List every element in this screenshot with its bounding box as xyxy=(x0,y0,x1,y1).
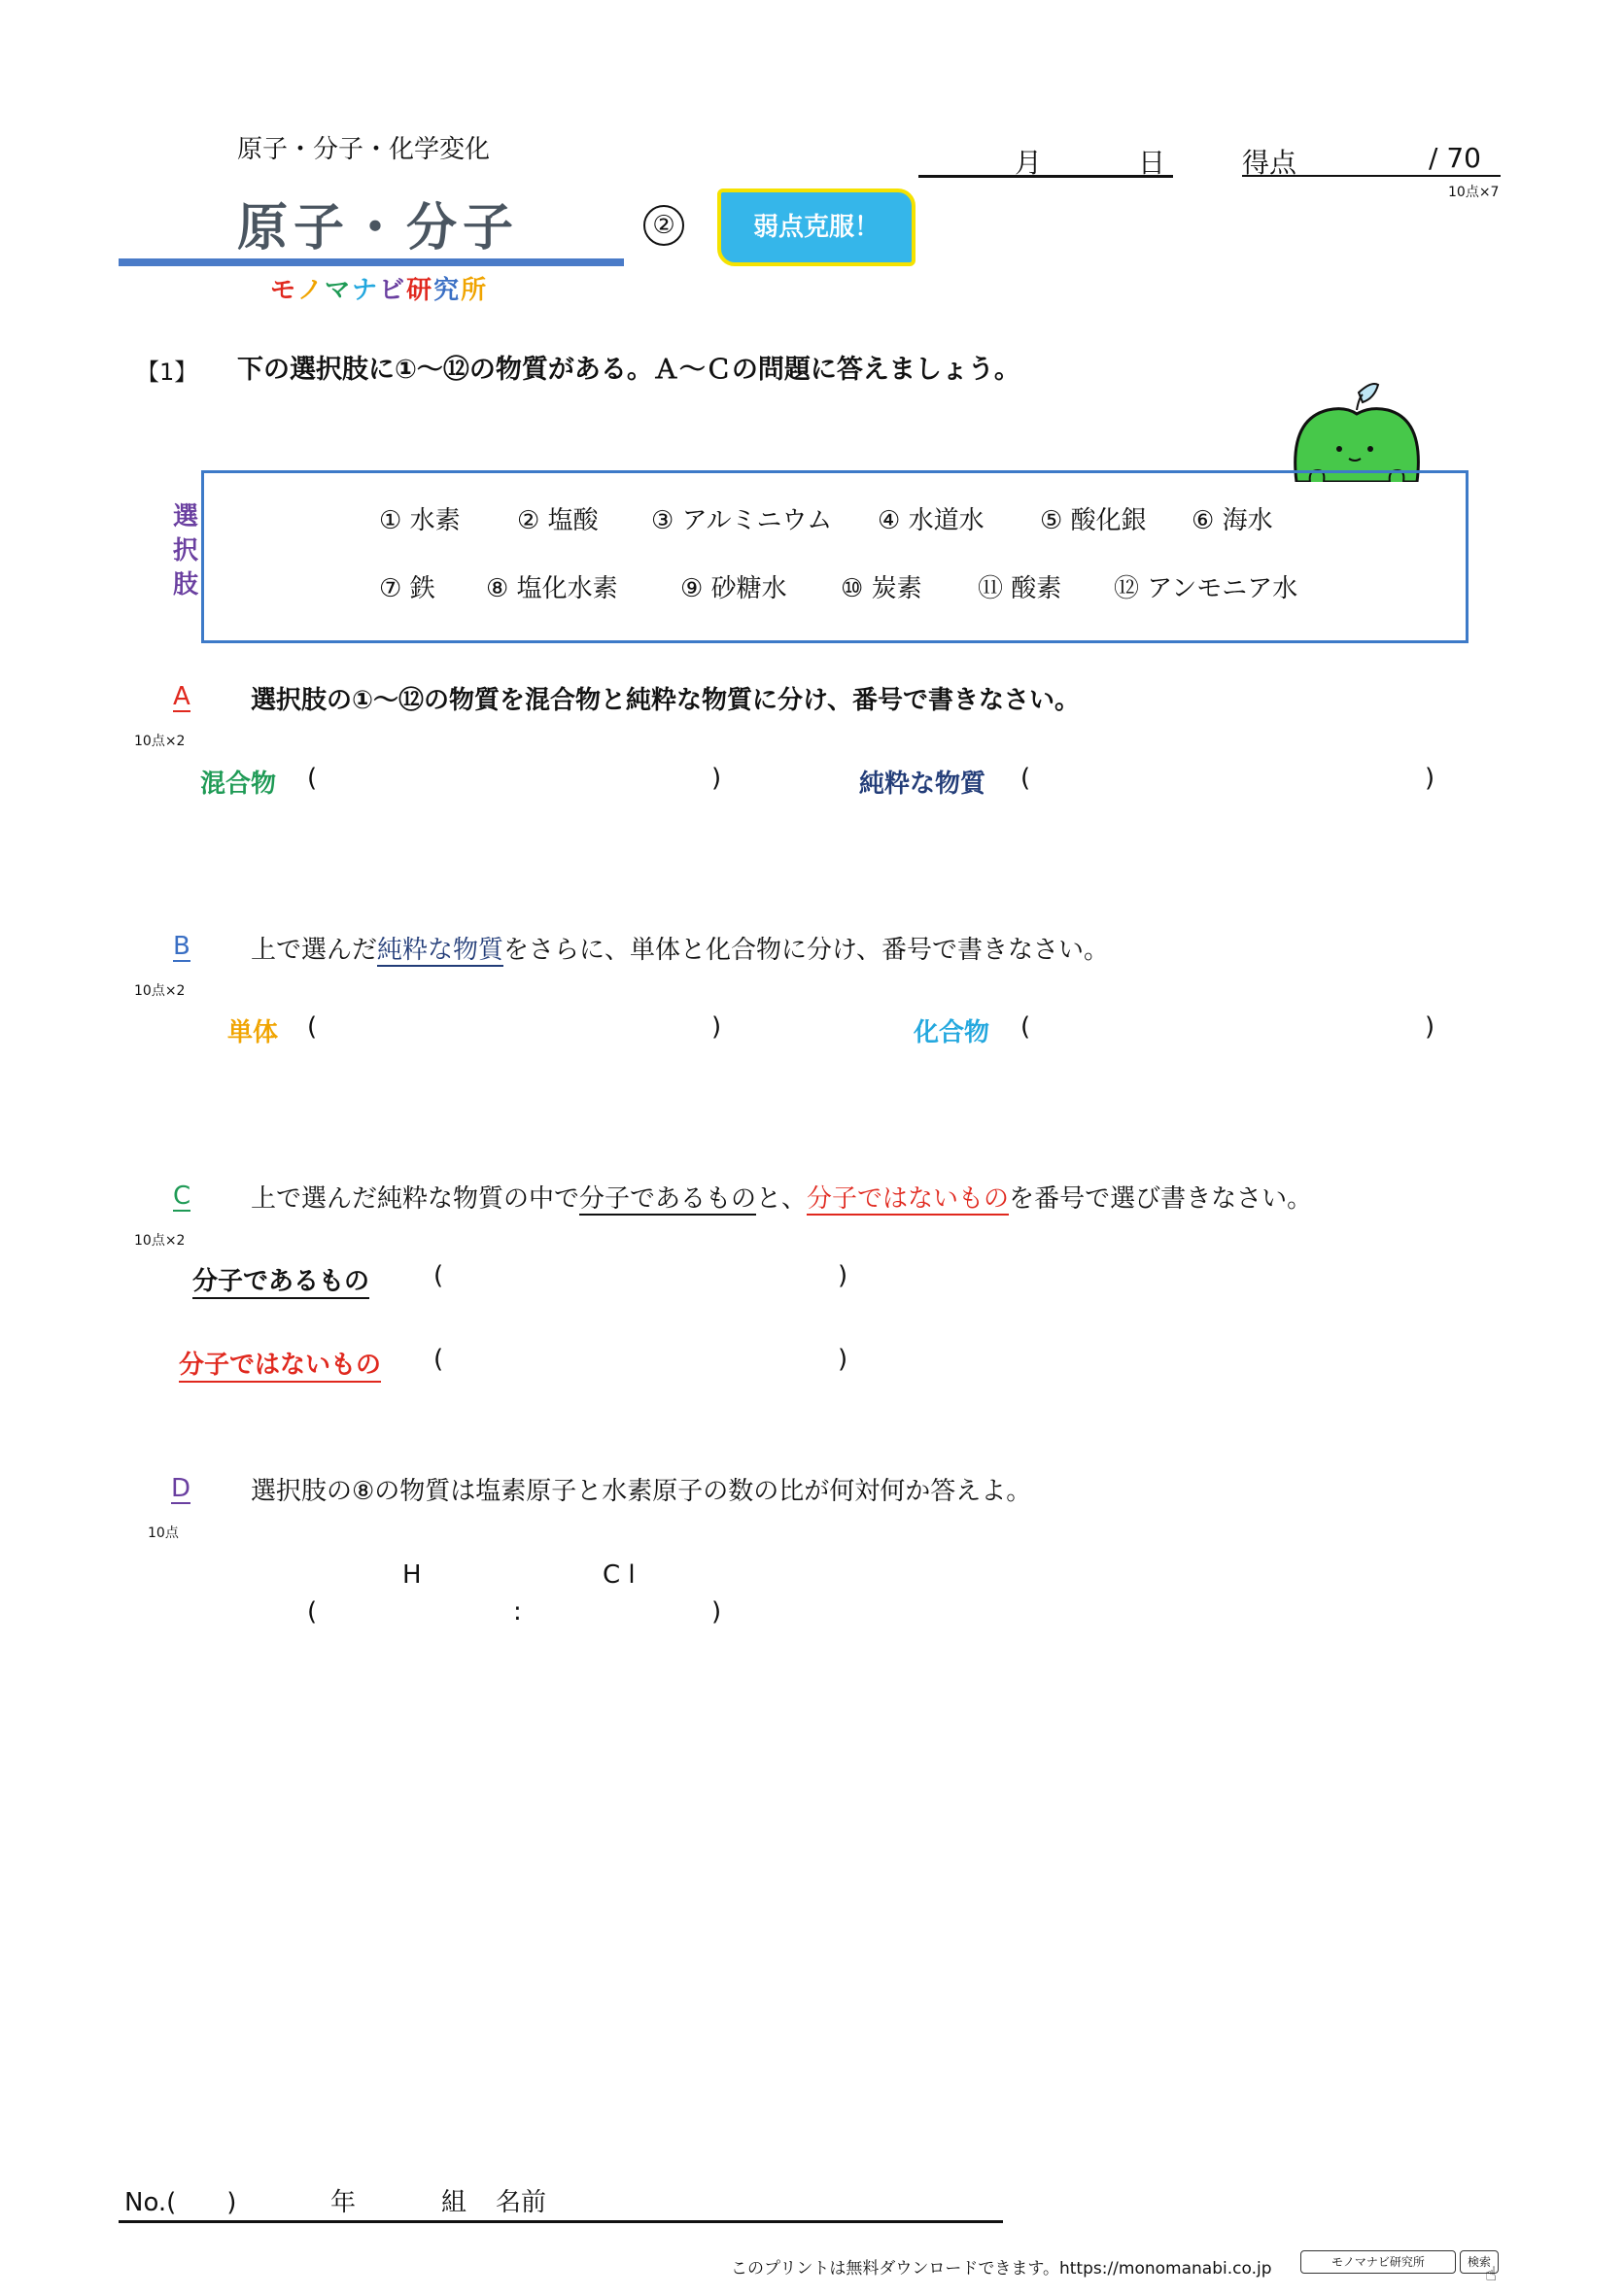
logo-char: 所 xyxy=(461,276,489,305)
logo-char: マ xyxy=(325,276,353,305)
paren-close: ) xyxy=(838,1261,848,1290)
name-line xyxy=(119,2220,1003,2223)
score-line xyxy=(1242,175,1501,177)
question-prompt: 下の選択肢に①～⑫の物質がある。Ａ～Ｃの問題に答えましょう。 xyxy=(237,355,1020,385)
section-c-text-pre: 上で選んだ純粋な物質の中で xyxy=(251,1184,580,1214)
paren-open: ( xyxy=(307,1012,318,1042)
paren-close: ) xyxy=(838,1345,848,1374)
choice-item: ⑨ 砂糖水 xyxy=(680,574,787,603)
section-b-letter: B xyxy=(173,932,190,961)
choice-item: ⑫ アンモニア水 xyxy=(1114,574,1298,603)
section-d-prompt: 選択肢の⑧の物質は塩素原子と水素原子の数の比が何対何か答えよ。 xyxy=(251,1477,1032,1506)
section-b-points: 10点×2 xyxy=(134,983,186,999)
section-c-text-mid: と、 xyxy=(756,1184,808,1214)
ratio-colon: : xyxy=(513,1597,522,1627)
logo-char: モ xyxy=(270,276,298,305)
score-note: 10点×7 xyxy=(1448,185,1500,200)
choices-box xyxy=(201,470,1469,643)
chlorine-label: C l xyxy=(603,1560,636,1590)
section-c-letter: C xyxy=(173,1182,191,1211)
section-c-text-molecule: 分子であるもの xyxy=(579,1184,757,1214)
choice-item: ⑤ 酸化銀 xyxy=(1040,506,1147,535)
student-number-field[interactable]: No.( ) xyxy=(124,2188,237,2217)
search-input[interactable]: モノマナビ研究所 xyxy=(1300,2250,1456,2274)
pointer-cursor-icon: ☝ xyxy=(1485,2262,1498,2285)
section-c-text-post: を番号で選び書きなさい。 xyxy=(1009,1184,1313,1214)
hydrogen-label: H xyxy=(402,1560,422,1590)
section-a-points: 10点×2 xyxy=(134,734,186,749)
paren-close: ) xyxy=(711,1012,722,1042)
element-label: 単体 xyxy=(227,1018,279,1047)
title-underline xyxy=(119,258,624,266)
paren-close: ) xyxy=(711,1597,722,1627)
choice-item: ⑧ 塩化水素 xyxy=(486,574,618,603)
choice-item: ⑥ 海水 xyxy=(1192,506,1273,535)
paren-close: ) xyxy=(711,764,722,793)
section-c-points: 10点×2 xyxy=(134,1233,186,1249)
logo-char: ビ xyxy=(379,276,407,305)
question-number: 【1】 xyxy=(136,359,198,386)
date-line xyxy=(918,175,1173,178)
logo-char: ノ xyxy=(297,276,326,305)
paren-open: ( xyxy=(307,1597,318,1627)
score-label: 得点 xyxy=(1242,147,1297,179)
section-b-text-link: 純粋な物質 xyxy=(377,936,504,965)
non-molecule-label: 分子ではないもの xyxy=(179,1345,381,1383)
paren-open: ( xyxy=(1020,764,1031,793)
section-b-text-pre: 上で選んだ xyxy=(251,936,378,965)
download-notice: このプリントは無料ダウンロードできます。https://monomanabi.co.jp xyxy=(731,2259,1272,2279)
score-total: / 70 xyxy=(1429,142,1481,174)
name-label: 名前 xyxy=(496,2188,547,2217)
paren-open: ( xyxy=(433,1345,444,1374)
paren-open: ( xyxy=(433,1261,444,1290)
page-title: 原子・分子 xyxy=(237,199,520,257)
paren-close: ) xyxy=(1425,1012,1435,1042)
choice-item: ③ アルミニウム xyxy=(651,506,833,535)
paren-close: ) xyxy=(1425,764,1435,793)
choices-label: 選択肢 xyxy=(172,502,198,600)
date-month-label: 月 xyxy=(1015,147,1043,179)
logo-char: 究 xyxy=(433,276,462,305)
section-c-prompt xyxy=(251,1179,1312,1215)
choice-item: ④ 水道水 xyxy=(878,506,985,535)
year-label: 年 xyxy=(330,2188,357,2217)
choice-item: ① 水素 xyxy=(379,506,461,535)
apple-mascot-icon xyxy=(1289,381,1425,482)
section-b-text-post: をさらに、単体と化合物に分け、番号で書きなさい。 xyxy=(503,936,1109,965)
logo-char: ナ xyxy=(352,276,380,305)
molecule-label: 分子であるもの xyxy=(192,1261,369,1299)
paren-open: ( xyxy=(307,764,318,793)
section-d-letter: D xyxy=(171,1474,191,1503)
choice-item: ⑩ 炭素 xyxy=(841,574,922,603)
section-a-letter: A xyxy=(173,682,190,711)
worksheet-number: ② xyxy=(643,205,684,246)
pure-substance-label: 純粋な物質 xyxy=(859,770,986,799)
choice-item: ② 塩酸 xyxy=(517,506,599,535)
compound-label: 化合物 xyxy=(914,1018,990,1047)
weakness-badge: 弱点克服！ xyxy=(717,188,916,266)
section-a-prompt: 選択肢の①～⑫の物質を混合物と純粋な物質に分け、番号で書きなさい。 xyxy=(251,686,1080,715)
choice-item: ⑪ 酸素 xyxy=(978,574,1062,603)
date-day-label: 日 xyxy=(1138,147,1166,179)
logo xyxy=(270,270,488,306)
paren-open: ( xyxy=(1020,1012,1031,1042)
class-label: 組 xyxy=(441,2188,467,2217)
section-c-text-non-molecule: 分子ではないもの xyxy=(807,1184,1010,1214)
mixture-label: 混合物 xyxy=(200,770,277,799)
section-b-prompt xyxy=(251,930,1109,966)
choice-item: ⑦ 鉄 xyxy=(379,574,435,603)
logo-char: 研 xyxy=(406,276,434,305)
section-d-points: 10点 xyxy=(148,1525,179,1541)
search-button[interactable]: 検索 xyxy=(1460,2250,1499,2274)
subject-label: 原子・分子・化学変化 xyxy=(237,135,491,164)
